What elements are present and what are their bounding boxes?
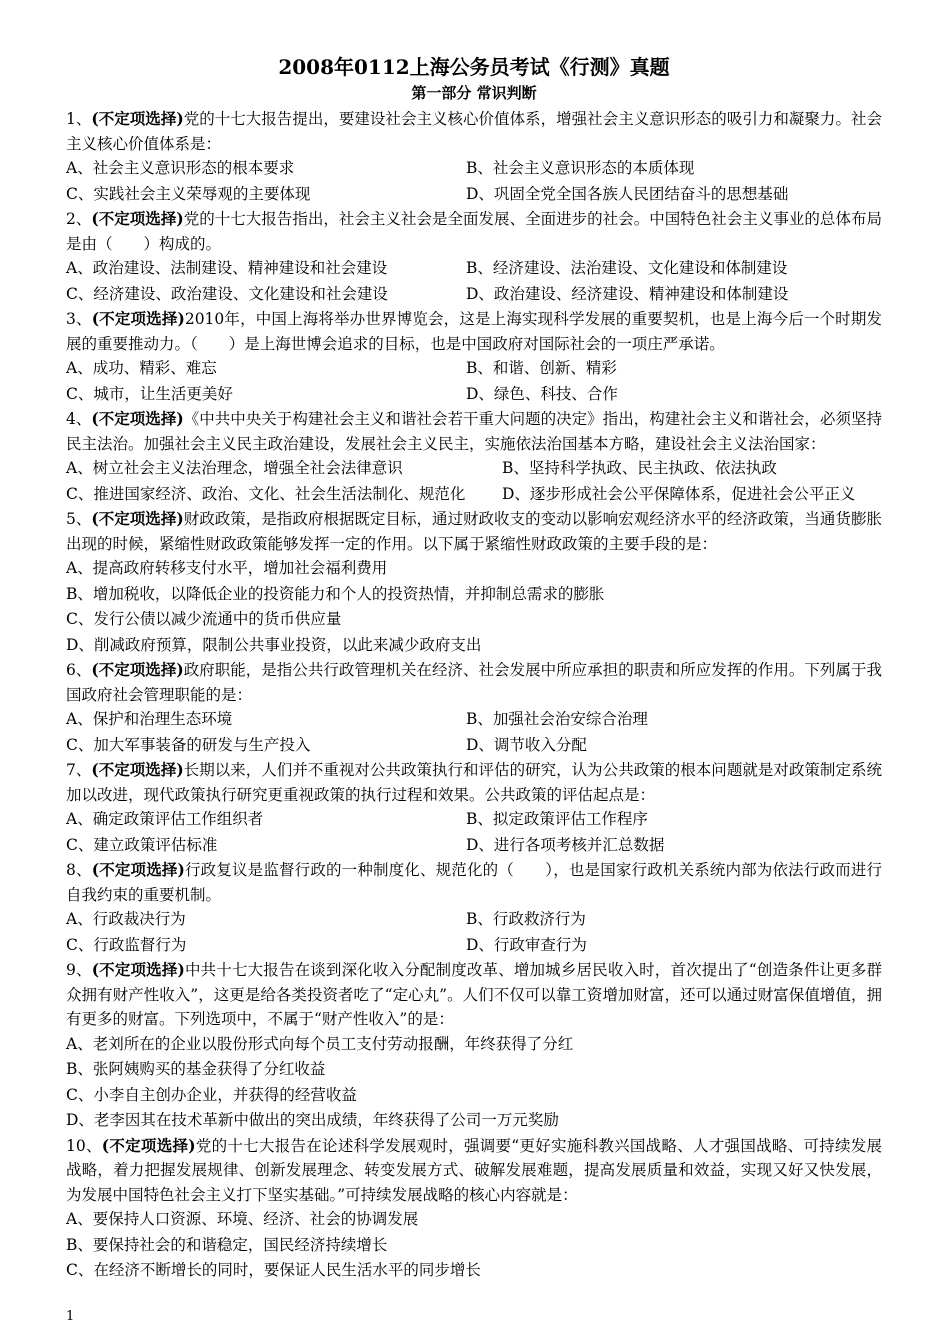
- question-text: 中共十七大报告在谈到深化收入分配制度改革、增加城乡居民收入时，首次提出了“创造条件让更多群众拥有财产性收入”，这更是给各类投资者吃了“定心丸”。人们不仅可以靠工资增加财富，还可以通过财富保值增值，拥有更多的财富。下列选项中，不属于“财产性收入”的是：: [66, 961, 882, 1028]
- question-text: 政府职能，是指公共行政管理机关在经济、社会发展中所应承担的职责和所应发挥的作用。下列属于我国政府社会管理职能的是：: [66, 661, 882, 704]
- options-grid: [66, 807, 882, 858]
- question-2: [66, 207, 882, 307]
- page-number: 1: [66, 1309, 75, 1324]
- question-stem: [66, 658, 882, 707]
- option-c: C、建立政策评估标准: [66, 835, 218, 854]
- question-number: 7、: [66, 761, 92, 779]
- option-d: D、政治建设、经济建设、精神建设和体制建设: [466, 284, 789, 303]
- option-b: B、增加税收，以降低企业的投资能力和个人的投资热情，并抑制总需求的膨胀: [66, 584, 605, 603]
- question-6: [66, 658, 882, 758]
- question-text: 党的十七大报告指出，社会主义社会是全面发展、全面进步的社会。中国特色社会主义事业的总体布局是由（ ）构成的。: [66, 210, 882, 253]
- option-a: A、树立社会主义法治理念，增强全社会法律意识: [66, 459, 403, 477]
- question-type-tag: (不定项选择): [91, 960, 185, 979]
- options-grid: [66, 907, 882, 958]
- option-c: C、经济建设、政治建设、文化建设和社会建设: [66, 284, 388, 303]
- option-b: B、加强社会治安综合治理: [466, 710, 648, 728]
- question-number: 3、: [66, 310, 92, 328]
- question-text: 《中共中央关于构建社会主义和谐社会若干重大问题的决定》指出，构建社会主义和谐社会，必须坚持民主法治。加强社会主义民主政治建设，发展社会主义民主，实施依法治国基本方略，建设社会主义法治国家：: [66, 410, 882, 453]
- option-a: A、社会主义意识形态的根本要求: [66, 159, 295, 177]
- option-c: C、在经济不断增长的同时，要保证人民生活水平的同步增长: [66, 1261, 481, 1279]
- question-8: [66, 858, 882, 958]
- option-a: A、老刘所在的企业以股份形式向每个员工支付劳动报酬，年终获得了分红: [66, 1034, 574, 1053]
- option-a: A、行政裁决行为: [66, 910, 186, 928]
- question-type-tag: (不定项选择): [91, 109, 184, 128]
- question-text: 党的十七大报告在论述科学发展观时，强调要“更好实施科教兴国战略、人才强国战略、可持续发展战略，着力把握发展规律、创新发展理念、转变发展方式、破解发展难题，提高发展质量和效益，实现又好又快发展，为发展中国特色社会主义打下坚实基础。”可持续发展战略的核心内容就是：: [66, 1136, 882, 1204]
- option-d: D、行政审查行为: [466, 935, 587, 954]
- question-stem: [66, 107, 882, 156]
- option-a: A、确定政策评估工作组织者: [66, 810, 264, 828]
- question-type-tag: (不定项选择): [91, 509, 184, 528]
- option-c: C、发行公债以减少流通中的货币供应量: [66, 610, 342, 628]
- question-3: [66, 307, 882, 407]
- option-c: C、实践社会主义荣辱观的主要体现: [66, 184, 311, 203]
- question-text: 党的十七大报告提出，要建设社会主义核心价值体系，增强社会主义意识形态的吸引力和凝聚力。社会主义核心价值体系是：: [66, 110, 882, 153]
- question-number: 4、: [66, 410, 92, 428]
- option-c: C、加大军事装备的研发与生产投入: [66, 735, 311, 754]
- option-b: B、张阿姨购买的基金获得了分红收益: [66, 1060, 326, 1078]
- option-d: D、逐步形成社会公平保障体系，促进社会公平正义: [502, 484, 856, 503]
- option-b: B、坚持科学执政、民主执政、依法执政: [502, 459, 777, 477]
- option-d: D、调节收入分配: [466, 735, 587, 754]
- option-d: D、老李因其在技术革新中做出的突出成绩，年终获得了公司一万元奖励: [66, 1111, 559, 1129]
- options-grid: [66, 707, 882, 758]
- question-9: [66, 958, 882, 1134]
- question-stem: [66, 207, 882, 256]
- question-number: 6、: [66, 661, 92, 679]
- question-4: [66, 407, 882, 507]
- question-stem: [66, 1134, 882, 1208]
- question-type-tag: (不定项选择): [91, 760, 184, 779]
- question-type-tag: (不定项选择): [101, 1135, 196, 1155]
- options-list: [66, 1207, 882, 1284]
- question-text: 财政政策，是指政府根据既定目标，通过财政收支的变动以影响宏观经济水平的经济政策，当通货膨胀出现的时候，紧缩性财政政策能够发挥一定的作用。以下属于紧缩性财政政策的主要手段的是：: [66, 510, 882, 553]
- question-stem: [66, 758, 882, 807]
- options-grid: [66, 356, 882, 407]
- options-grid: [66, 156, 882, 207]
- question-number: 8、: [66, 861, 92, 879]
- question-5: [66, 507, 882, 658]
- option-b: B、要保持社会的和谐稳定，国民经济持续增长: [66, 1235, 388, 1254]
- section-heading: 第一部分 常识判断: [411, 84, 537, 102]
- question-number: 5、: [66, 510, 92, 528]
- option-a: A、政治建设、法制建设、精神建设和社会建设: [66, 259, 388, 277]
- question-number: 1、: [66, 110, 92, 128]
- question-stem: [66, 307, 882, 356]
- question-1: [66, 107, 882, 207]
- option-c: C、小李自主创办企业，并获得的经营收益: [66, 1085, 357, 1104]
- options-grid: [66, 456, 882, 507]
- question-stem: [66, 407, 882, 456]
- question-type-tag: (不定项选择): [91, 409, 184, 428]
- question-stem: [66, 507, 882, 556]
- question-type-tag: (不定项选择): [91, 860, 185, 879]
- option-b: B、拟定政策评估工作程序: [466, 810, 648, 828]
- option-b: B、经济建设、法治建设、文化建设和体制建设: [466, 259, 788, 277]
- option-d: D、削减政府预算，限制公共事业投资，以此来减少政府支出: [66, 635, 482, 654]
- question-10: [66, 1134, 882, 1284]
- question-number: 2、: [66, 210, 92, 228]
- options-list: [66, 1032, 882, 1134]
- question-type-tag: (不定项选择): [91, 209, 184, 228]
- option-b: B、社会主义意识形态的本质体现: [466, 159, 695, 177]
- options-grid: [66, 256, 882, 307]
- question-stem: [66, 958, 882, 1032]
- question-7: [66, 758, 882, 858]
- option-a: A、成功、精彩、难忘: [66, 359, 217, 377]
- option-b: B、行政救济行为: [466, 910, 586, 928]
- option-b: B、和谐、创新、精彩: [466, 359, 617, 377]
- question-number: 9、: [66, 961, 92, 979]
- option-c: C、行政监督行为: [66, 935, 187, 954]
- document-title: 2008年0112上海公务员考试《行测》真题: [278, 55, 670, 79]
- option-d: D、绿色、科技、合作: [466, 384, 618, 403]
- question-text: 2010年，中国上海将举办世界博览会，这是上海实现科学发展的重要契机，也是上海今后一个时期发展的重要推动力。（ ）是上海世博会追求的目标，也是中国政府对国际社会的一项庄严承诺。: [66, 310, 882, 353]
- options-list: [66, 556, 882, 658]
- question-type-tag: (不定项选择): [91, 309, 185, 328]
- option-a: A、保护和治理生态环境: [66, 710, 233, 728]
- option-d: D、进行各项考核并汇总数据: [466, 835, 665, 854]
- question-text: 行政复议是监督行政的一种制度化、规范化的（ ），也是国家行政机关系统内部为依法行政而进行自我约束的重要机制。: [66, 861, 882, 904]
- question-type-tag: (不定项选择): [91, 660, 184, 679]
- question-number: 10、: [66, 1136, 102, 1155]
- option-a: A、提高政府转移支付水平，增加社会福利费用: [66, 559, 388, 577]
- option-c: C、城市，让生活更美好: [66, 384, 233, 403]
- option-a: A、要保持人口资源、环境、经济、社会的协调发展: [66, 1210, 419, 1228]
- question-stem: [66, 858, 882, 907]
- option-c: C、推进国家经济、政治、文化、社会生活法制化、规范化: [66, 484, 466, 503]
- question-text: 长期以来，人们并不重视对公共政策执行和评估的研究，认为公共政策的根本问题就是对政策制定系统加以改进，现代政策执行研究更重视政策的执行过程和效果。公共政策的评估起点是：: [66, 761, 882, 804]
- option-d: D、巩固全党全国各族人民团结奋斗的思想基础: [466, 184, 789, 203]
